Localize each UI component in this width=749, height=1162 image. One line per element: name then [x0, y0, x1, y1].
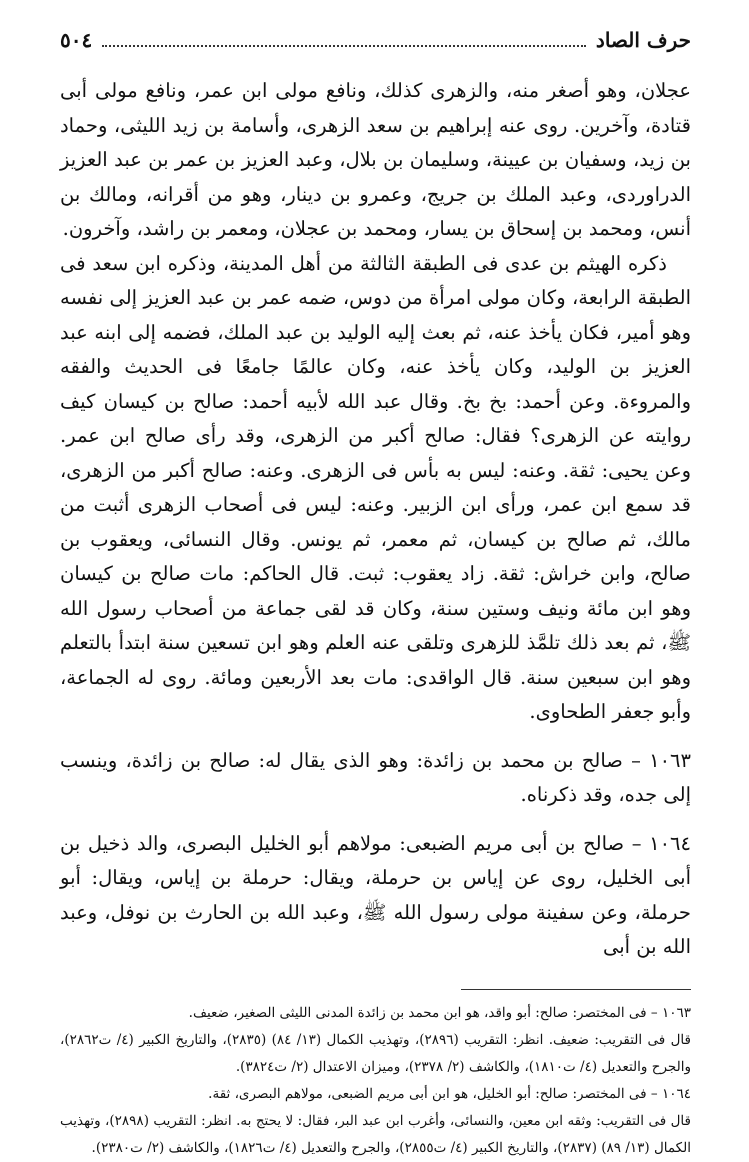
- paragraph: ذكره الهيثم بن عدى فى الطبقة الثالثة من أهل المدينة، وذكره ابن سعد فى الطبقة الرابعة، وكان مولى امرأة من دوس، ضمه عمر بن عبد العزيز إلى نفسه وهو أمير، فكان يأخذ عنه، ثم بعث إليه الوليد بن عبد الملك، فضمه إلى ابنه عبد العزيز بن الوليد، وكان يأخذ عنه، وكان عالمًا جامعًا فى الحديث والفقه والمروءة. وعن أحمد: بخ بخ. وقال عبد الله لأبيه أحمد: صالح بن كيسان كيف روايته عن الزهرى؟ فقال: صالح أكبر من الزهرى، وقد رأى صالح ابن عمر. وعن يحيى: ثقة. وعنه: ليس به بأس فى الزهرى. وعنه: صالح أكبر من الزهرى، قد سمع ابن عمر، ورأى ابن الزبير. وعنه: ليس فى أصحاب الزهرى أثبت من مالك، ثم صالح بن كيسان، ثم معمر، ثم يونس. وقال النسائى، ويعقوب بن صالح، وابن خراش: ثقة. زاد يعقوب: ثبت. قال الحاكم: مات صالح بن كيسان وهو ابن مائة ونيف وستين سنة، وكان قد لقى جماعة من أصحاب رسول الله ﷺ، ثم بعد ذلك تلمَّذ للزهرى وتلقى عنه العلم وهو ابن تسعين سنة ابتدأ بالتعلم وهو ابن سبعين سنة. قال الواقدى: مات بعد الأربعين ومائة. روى له الجماعة، وأبو جعفر الطحاوى.: [60, 251, 691, 723]
- leader-dots: [102, 33, 586, 47]
- page-number: ٥٠٤: [60, 28, 93, 52]
- footnote-divider: [461, 989, 691, 990]
- footnotes: [60, 1000, 691, 1162]
- main-text: [60, 74, 691, 965]
- running-head: [60, 28, 691, 62]
- footnote: قال فى التقريب: وثقه ابن معين، والنسائى، وأغرب ابن عبد البر، فقال: لا يحتج به. انظر: التقريب (٢٨٩٨)، وتهذيب الكمال (١٣/ ٨٩) (٢٨٣٧)، والتاريخ الكبير (٤/ ت٢٨٥٥)، والجرح والتعديل (٤/ ت١٨٢٦)، والكاشف (٢/ ت٢٣٨٠).: [60, 1112, 691, 1156]
- chapter-title: حرف الصاد: [595, 28, 691, 52]
- footnote: ١٠٦٣ – فى المختصر: صالح: أبو واقد، هو ابن محمد بن زائدة المدنى الليثى الصغير، ضعيف.: [188, 1004, 691, 1021]
- paragraph: عجلان، وهو أصغر منه، والزهرى كذلك، ونافع مولى ابن عمر، ونافع مولى أبى قتادة، وآخرين. روى عنه إبراهيم بن سعد الزهرى، وأسامة بن زيد الليثى، وحماد بن زيد، وسفيان بن عيينة، وسليمان بن بلال، وعبد العزيز بن عمر بن عبد العزيز الدراوردى، وعبد الملك بن جريج، وعمرو بن دينار، وهو من أقرانه، ومالك بن أنس، ومحمد بن إسحاق بن يسار، ومحمد بن عجلان، ومعمر بن راشد، وآخرون.: [60, 79, 691, 240]
- footnote: ١٠٦٤ – فى المختصر: صالح: أبو الخليل، هو ابن أبى مريم الضبعى، مولاهم البصرى، ثقة.: [208, 1085, 691, 1102]
- footnote: قال فى التقريب: ضعيف. انظر: التقريب (٢٨٩٦)، وتهذيب الكمال (١٣/ ٨٤) (٢٨٣٥)، والتاريخ الكبير (٤/ ت٢٨٦٢)، والجرح والتعديل (٤/ ت١٨١٠)، والكاشف (٢/ ٢٣٧٨)، وميزان الاعتدال (٢/ ت٣٨٢٤).: [60, 1031, 691, 1075]
- entry-1063: ١٠٦٣ – صالح بن محمد بن زائدة: وهو الذى يقال له: صالح بن زائدة، وينسب إلى جده، وقد ذكرناه.: [60, 748, 691, 806]
- entry-1064: ١٠٦٤ – صالح بن أبى مريم الضبعى: مولاهم أبو الخليل البصرى، والد ذخيل بن أبى الخليل، روى عن إياس بن حرملة، ويقال: حرملة بن إياس، ويقال: أبو حرملة، وعن سفينة مولى رسول الله ﷺ، وعبد الله بن الحارث بن نوفل، وعبد الله بن أبى: [60, 831, 691, 958]
